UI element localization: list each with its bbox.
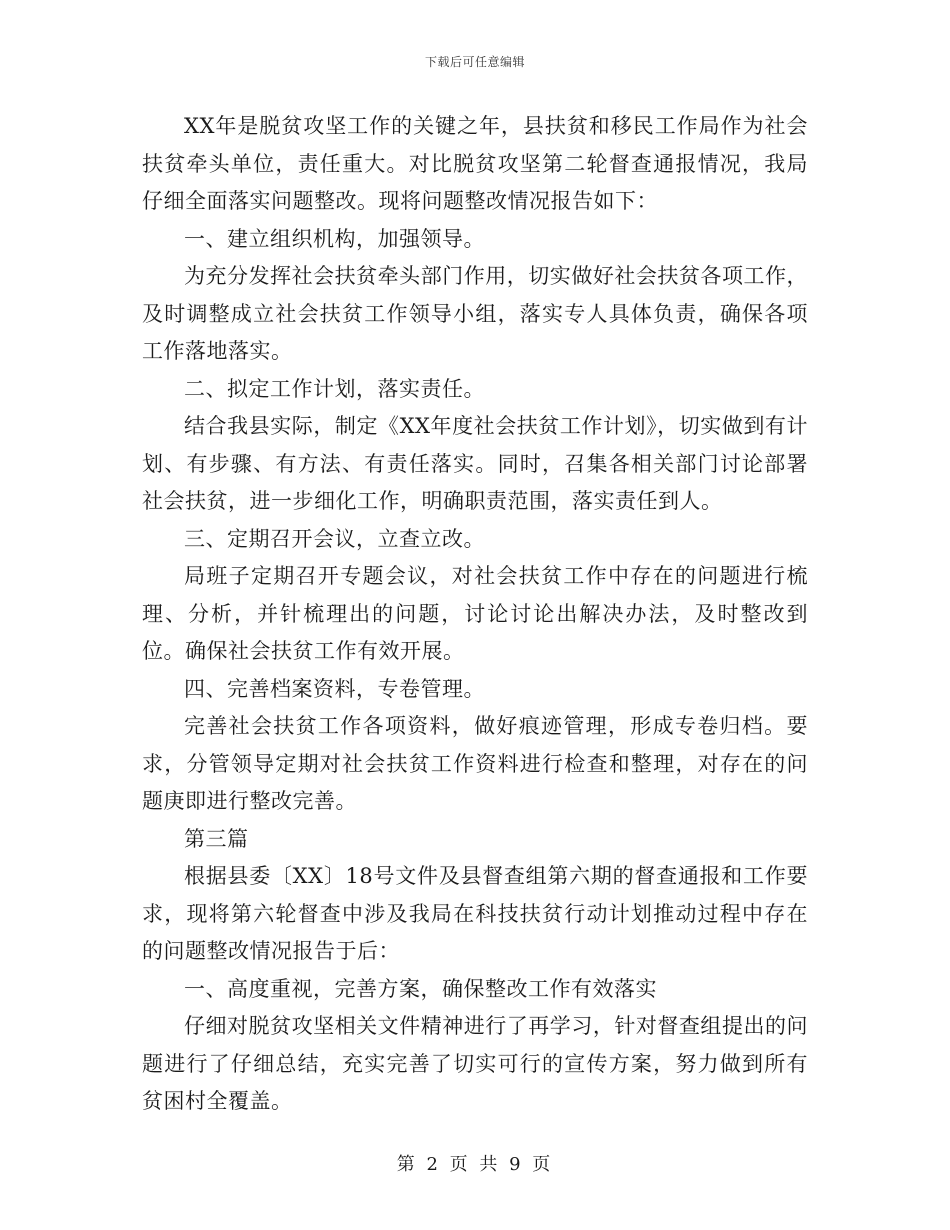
document-body <box>142 108 808 1121</box>
paragraph-4: 完善社会扶贫工作各项资料，做好痕迹管理，形成专卷归档。要求，分管领导定期对社会扶贫工作资料进行检查和整理，对存在的问题庚即进行整改完善。 <box>142 714 808 813</box>
paragraph-1: 为充分发挥社会扶贫牵头部门作用，切实做好社会扶贫各项工作，及时调整成立社会扶贫工作领导小组，落实专人具体负责，确保各项工作落地落实。 <box>142 264 808 363</box>
section-heading-2: 二、拟定工作计划，落实责任。 <box>184 376 485 401</box>
intro-paragraph: XX年是脱贫攻坚工作的关键之年，县扶贫和移民工作局作为社会扶贫牵头单位，责任重大。对比脱贫攻坚第二轮督查通报情况，我局仔细全面落实问题整改。现将问题整改情况报告如下： <box>142 114 808 213</box>
paragraph-6: 仔细对脱贫攻坚相关文件精神进行了再学习，针对督查组提出的问题进行了仔细总结，充实完善了切实可行的宣传方案，努力做到所有贫困村全覆盖。 <box>142 1014 808 1113</box>
section-heading-3: 三、定期召开会议，立查立改。 <box>184 526 485 551</box>
paragraph-2: 结合我县实际，制定《XX年度社会扶贫工作计划》，切实做到有计划、有步骤、有方法、有责任落实。同时，召集各相关部门讨论部署社会扶贫，进一步细化工作，明确职责范围，落实责任到人。 <box>142 414 808 513</box>
page-number: 第 2 页 共 9 页 <box>396 1154 554 1175</box>
paragraph-3: 局班子定期召开专题会议，对社会扶贫工作中存在的问题进行梳理、分析，并针梳理出的问题，讨论讨论出解决办法，及时整改到位。确保社会扶贫工作有效开展。 <box>142 564 808 663</box>
paragraph-5: 根据县委〔XX〕18号文件及县督查组第六期的督查通报和工作要求，现将第六轮督查中涉及我局在科技扶贫行动计划推动过程中存在的问题整改情况报告于后： <box>142 864 808 963</box>
part-title: 第三篇 <box>184 826 249 851</box>
page-header: 下载后可任意编辑 <box>424 55 525 69</box>
section-heading-5: 一、高度重视，完善方案，确保整改工作有效落实 <box>184 976 657 1001</box>
section-heading-4: 四、完善档案资料，专卷管理。 <box>184 676 485 701</box>
section-heading-1: 一、建立组织机构，加强领导。 <box>184 226 485 251</box>
